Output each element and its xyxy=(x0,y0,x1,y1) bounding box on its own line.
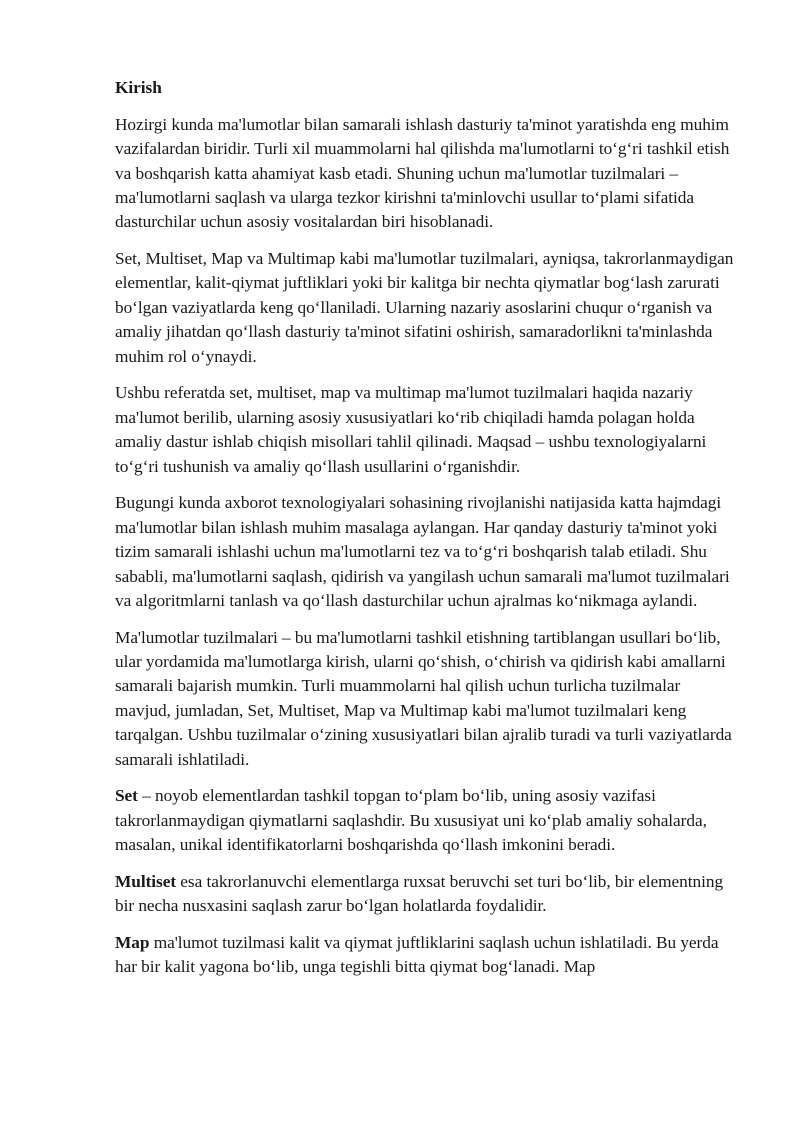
paragraph-text: Bugungi kunda axborot texnologiyalari sohasining rivojlanishi natijasida katta hajmdagi ma'lumotlar bilan ishlash muhim masalaga aylangan. Har qanday dasturiy ta'minot yoki tizim samarali ishlashi uchun ma'lumotlarni tez va to‘g‘ri boshqarish talab etiladi. Shu sababli, ma'lumotlarni saqlash, qidirish va yangilash uchun samarali ma'lumot tuzilmalari va algoritmlarni tanlash va qo‘llash dasturchilar uchun ajralmas ko‘nikmaga aylandi. xyxy=(115,493,730,610)
term-set: Set xyxy=(115,786,138,806)
term-map: Map xyxy=(115,932,150,952)
paragraph-set xyxy=(115,784,740,857)
paragraph-text: Ma'lumotlar tuzilmalari – bu ma'lumotlarni tashkil etishning tartiblangan usullari bo‘lib, ular yordamida ma'lumotlarga kirish, ularni qo‘shish, o‘chirish va qidirish kabi amallarni samarali bajarish mumkin. Turli muammolarni hal qilish uchun turlicha tuzilmalar mavjud, jumladan, Set, Multiset, Map va Multimap kabi ma'lumot tuzilmalari keng tarqalgan. Ushbu tuzilmalar o‘zining xususiyatlari bilan ajralib turadi va turli vaziyatlarda samarali ishlatiladi. xyxy=(115,627,732,769)
paragraph-text: esa takrorlanuvchi elementlarga ruxsat beruvchi set turi bo‘lib, bir elementning bir necha nusxasini saqlash zarur bo‘lgan holatlarda foydalidir. xyxy=(115,871,724,916)
document-body xyxy=(115,76,740,992)
term-multiset: Multiset xyxy=(115,871,177,891)
paragraph-data-structures xyxy=(115,626,740,772)
paragraph-referat-goal xyxy=(115,381,740,479)
paragraph-text: – noyob elementlardan tashkil topgan to‘plam bo‘lib, uning asosiy vazifasi takrorlanmaydigan qiymatlarni saqlashdir. Bu xususiyat uni ko‘plab amaliy sohalarda, masalan, unikal identifikatorlarni boshqarishda qo‘llash imkonini beradi. xyxy=(115,786,707,855)
paragraph-intro xyxy=(115,113,740,235)
paragraph-text: Hozirgi kunda ma'lumotlar bilan samarali ishlash dasturiy ta'minot yaratishda eng muhim vazifalardan biridir. Turli xil muammolarni hal qilishda ma'lumotlarni to‘g‘ri tashkil etish va boshqarish katta ahamiyat kasb etadi. Shuning uchun ma'lumotlar tuzilmalari – ma'lumotlarni saqlash va ularga tezkor kirishni ta'minlovchi usullar to‘plami sifatida dasturchilar uchun asosiy vositalardan biri hisoblanadi. xyxy=(115,114,730,232)
paragraph-text: Ushbu referatda set, multiset, map va multimap ma'lumot tuzilmalari haqida nazariy ma'lumot berilib, ularning asosiy xususiyatlari ko‘rib chiqiladi hamda polagan holda amaliy dastur ishlab chiqish misollari tahlil qilinadi. Maqsad – ushbu texnologiyalarni to‘g‘ri tushunish va amaliy qo‘llash usullarini o‘rganishdir. xyxy=(115,383,707,476)
paragraph-text: Set, Multiset, Map va Multimap kabi ma'lumotlar tuzilmalari, ayniqsa, takrorlanmaydigan elementlar, kalit-qiymat juftliklari yoki bir kalitga bir nechta qiymatlar bog‘lash zarurati bo‘lgan vaziyatlarda keng qo‘llaniladi. Ularning nazariy asoslarini chuqur o‘rganish va amaliy jihatdan qo‘llash dasturiy ta'minot sifatini oshirish, samaradorlikni ta'minlashda muhim rol o‘ynaydi. xyxy=(115,249,734,366)
paragraph-text: ma'lumot tuzilmasi kalit va qiymat juftliklarini saqlash uchun ishlatiladi. Bu yerda har bir kalit yagona bo‘lib, unga tegishli bitta qiymat bog‘lanadi. Map xyxy=(115,932,719,977)
paragraph-map xyxy=(115,931,740,980)
paragraph-structures-usage xyxy=(115,247,740,369)
paragraph-multiset xyxy=(115,870,740,919)
paragraph-it-development xyxy=(115,491,740,613)
section-heading: Kirish xyxy=(115,78,162,97)
